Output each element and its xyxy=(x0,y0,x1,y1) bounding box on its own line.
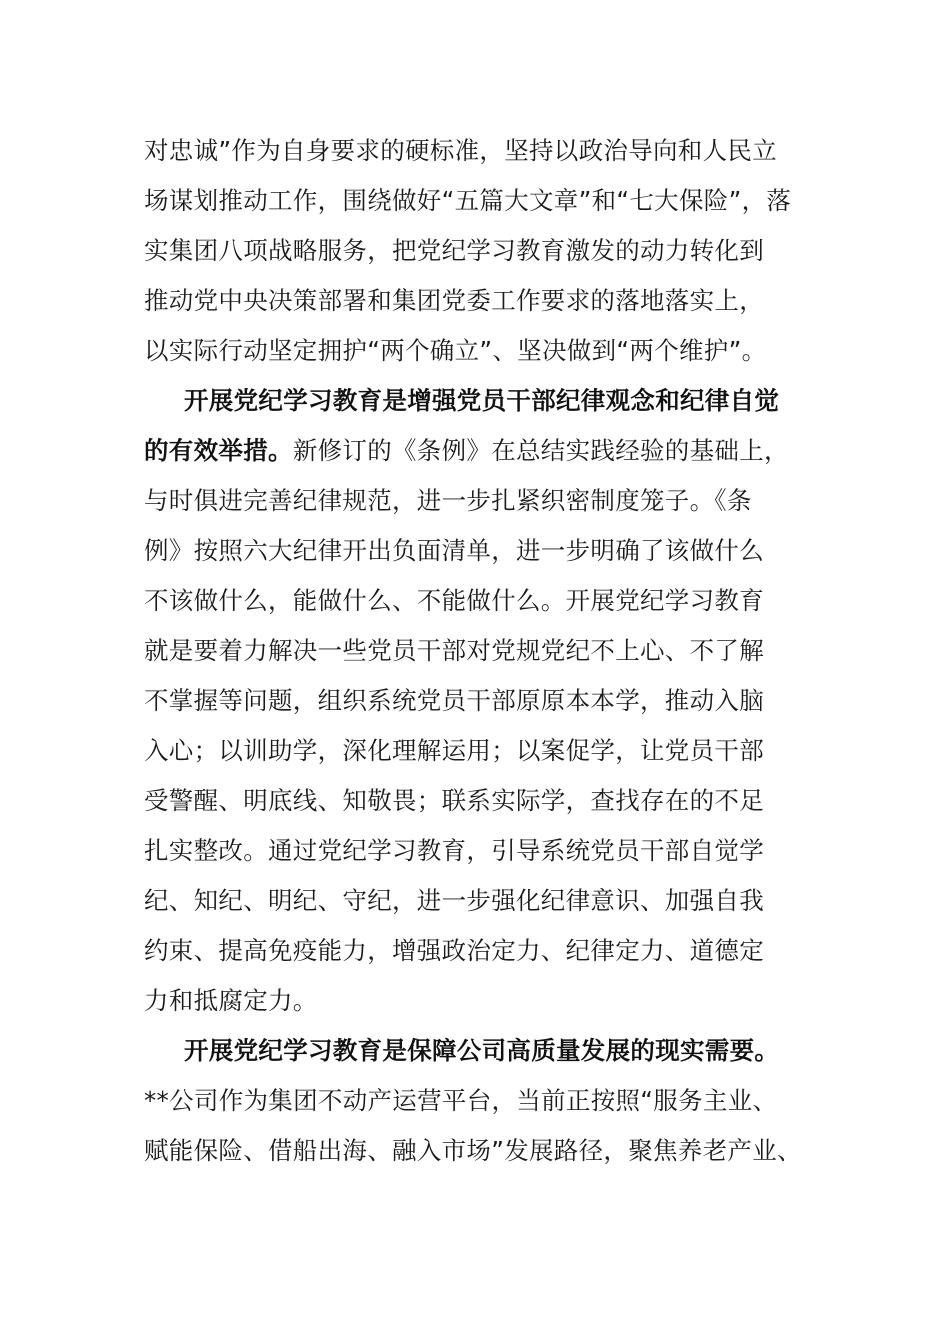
paragraph-heading-end: 的有效举措。 xyxy=(144,436,293,465)
paragraph-line: 例》按照六大纪律开出负面清单，进一步明确了该做什么 xyxy=(144,536,764,565)
paragraph-1 xyxy=(144,126,844,376)
paragraph-line: 实集团八项战略服务，把党纪学习教育激发的动力转化到 xyxy=(144,236,764,265)
paragraph-heading-line: 开展党纪学习教育是保障公司高质量发展的现实需要。 xyxy=(184,1036,780,1065)
paragraph-line: 对忠诚”作为自身要求的硬标准，坚持以政治导向和人民立 xyxy=(144,136,777,165)
paragraph-line: 纪、知纪、明纪、守纪，进一步强化纪律意识、加强自我 xyxy=(144,886,764,915)
paragraph-line: 不该做什么，能做什么、不能做什么。开展党纪学习教育 xyxy=(144,586,764,615)
paragraph-line: 力和抵腐定力。 xyxy=(144,986,318,1015)
paragraph-line: 不掌握等问题，组织系统党员干部原原本本学，推动入脑 xyxy=(144,686,764,715)
paragraph-line: 就是要着力解决一些党员干部对党规党纪不上心、不了解 xyxy=(144,636,764,665)
paragraph-line: 约束、提高免疫能力，增强政治定力、纪律定力、道德定 xyxy=(144,936,764,965)
paragraph-line: 与时俱进完善纪律规范，进一步扎紧织密制度笼子。《条 xyxy=(144,486,752,515)
paragraph-line: 推动党中央决策部署和集团党委工作要求的落地落实上， xyxy=(144,286,764,315)
paragraph-line: 受警醒、明底线、知敬畏；联系实际学，查找存在的不足 xyxy=(144,786,764,815)
document-body xyxy=(144,126,844,1176)
paragraph-line: 赋能保险、借船出海、融入市场”发展路径，聚焦养老产业、 xyxy=(144,1136,802,1165)
paragraph-line: 扎实整改。通过党纪学习教育，引导系统党员干部自觉学 xyxy=(144,836,764,865)
paragraph-2 xyxy=(144,376,844,1026)
paragraph-line xyxy=(144,426,844,476)
paragraph-line: 场谋划推动工作，围绕做好“五篇大文章”和“七大保险”，落 xyxy=(144,186,792,215)
paragraph-heading-line: 开展党纪学习教育是增强党员干部纪律观念和纪律自觉 xyxy=(184,386,780,415)
paragraph-3 xyxy=(144,1026,844,1176)
paragraph-line: 以实际行动坚定拥护“两个确立”、坚决做到“两个维护”。 xyxy=(144,336,767,365)
paragraph-line: **公司作为集团不动产运营平台，当前正按照“服务主业、 xyxy=(144,1086,778,1115)
paragraph-line-rest: 新修订的《条例》在总结实践经验的基础上， xyxy=(292,436,789,465)
paragraph-line: 入心；以训助学，深化理解运用；以案促学，让党员干部 xyxy=(144,736,764,765)
